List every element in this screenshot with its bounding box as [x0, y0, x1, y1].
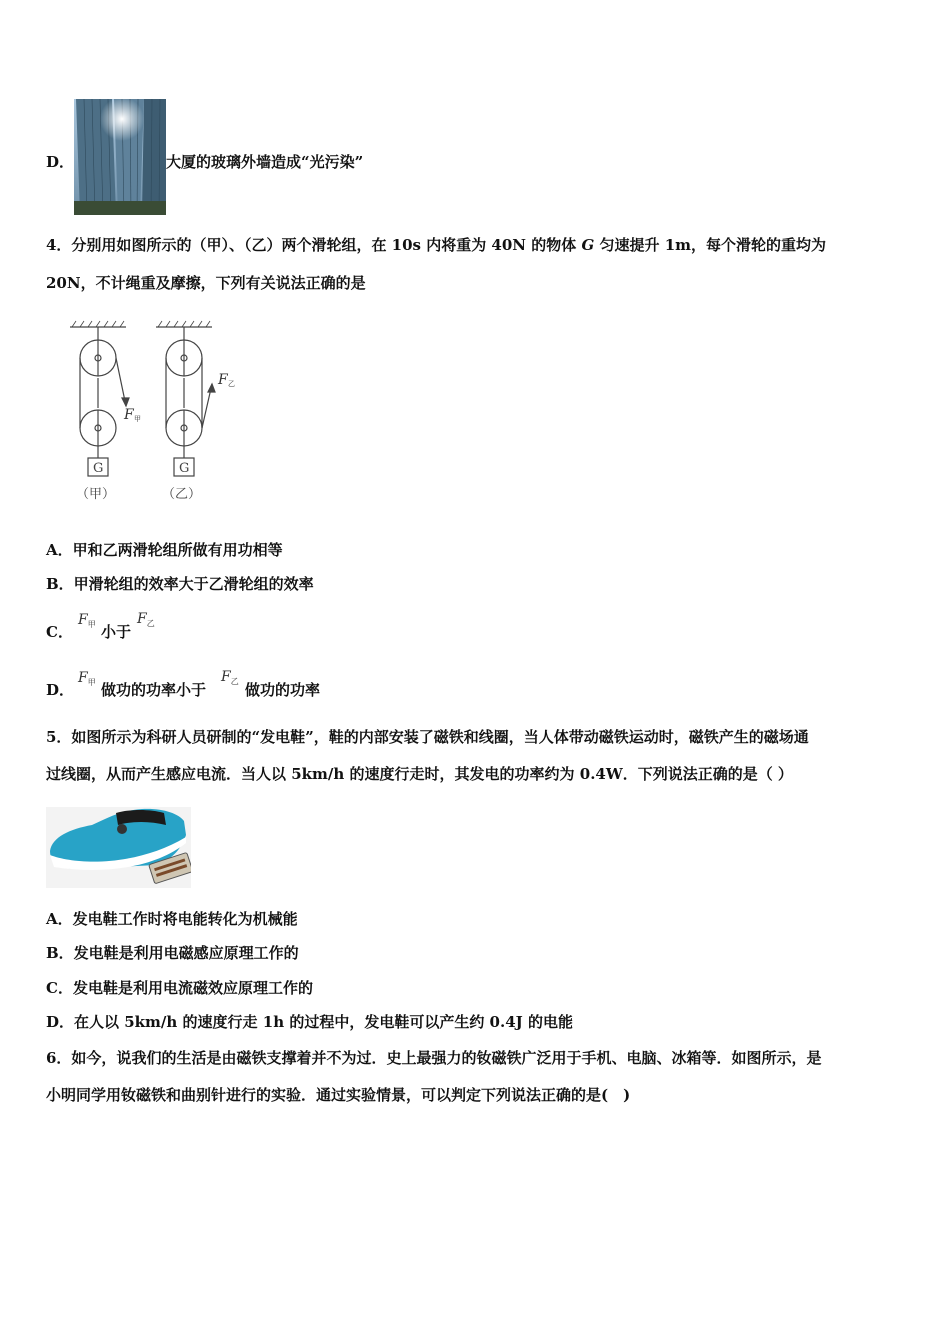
symbol-f-jia: $F_甲$ — [78, 612, 96, 629]
question-4-stem-line1: 4．分别用如图所示的（甲）、（乙）两个滑轮组，在 10s 内将重为 40N 的物体 G 匀速提升 1m，每个滑轮的重均为 — [46, 236, 827, 254]
force-sub-yi: 乙 — [228, 380, 235, 388]
question-4-option-c-text: 小于 — [101, 623, 132, 641]
symbol-f-yi: $F_乙$ — [137, 611, 155, 628]
question-4-option-b: B．甲滑轮组的效率大于乙滑轮组的效率 — [46, 575, 314, 593]
weight-label-yi: G — [179, 461, 190, 476]
question-5-option-a: A．发电鞋工作时将电能转化为机械能 — [46, 910, 298, 928]
symbol-f-yi-d: $F_乙$ — [221, 669, 239, 686]
figure-label-yi: （乙） — [162, 487, 202, 502]
question-5-stem-line2: 过线圈，从而产生感应电流．当人以 5km/h 的速度行走时，其发电的功率约为 0.4W．下列说法正确的是（ ） — [46, 765, 793, 783]
glass-building-image — [74, 99, 166, 215]
force-label-yi: F — [218, 372, 228, 388]
question-5-stem-line1: 5．如图所示为科研人员研制的“发电鞋”，鞋的内部安装了磁铁和线圈，当人体带动磁铁运动时，磁铁产生的磁场通 — [46, 728, 809, 746]
question-5-option-d: D．在人以 5km/h 的速度行走 1h 的过程中，发电鞋可以产生约 0.4J 的电能 — [46, 1013, 573, 1031]
question-4-option-d-label: D． — [46, 681, 75, 699]
question-4-option-a: A．甲和乙两滑轮组所做有用功相等 — [46, 541, 283, 559]
symbol-f-jia-d: $F_甲$ — [78, 670, 96, 687]
question-6-stem-line1: 6．如今，说我们的生活是由磁铁支撑着并不为过．史上最强力的钕磁铁广泛用于手机、电脑、冰箱等．如图所示，是 — [46, 1049, 822, 1067]
question-6-stem-line2: 小明同学用钕磁铁和曲别针进行的实验．通过实验情景，可以判定下列说法正确的是( ) — [46, 1086, 631, 1104]
option-d-label: D． — [46, 153, 75, 171]
force-sub-jia: 甲 — [134, 415, 141, 423]
figure-label-jia: （甲） — [76, 487, 116, 502]
question-5-option-b: B．发电鞋是利用电磁感应原理工作的 — [46, 944, 299, 962]
option-d-text: 大厦的玻璃外墙造成“光污染” — [166, 153, 364, 171]
weight-label-jia: G — [93, 461, 104, 476]
question-4-option-d-text: 做功的功率小于 — [101, 681, 207, 699]
question-4-option-d-end: 做功的功率 — [245, 681, 321, 699]
force-label-jia: F — [124, 407, 134, 423]
power-shoe-image — [46, 807, 191, 888]
question-4-stem-line2: 20N，不计绳重及摩擦，下列有关说法正确的是 — [46, 274, 366, 292]
question-4-option-c-label: C． — [46, 623, 73, 641]
question-5-option-c: C．发电鞋是利用电流磁效应原理工作的 — [46, 979, 313, 997]
pulley-systems-figure — [60, 318, 250, 518]
